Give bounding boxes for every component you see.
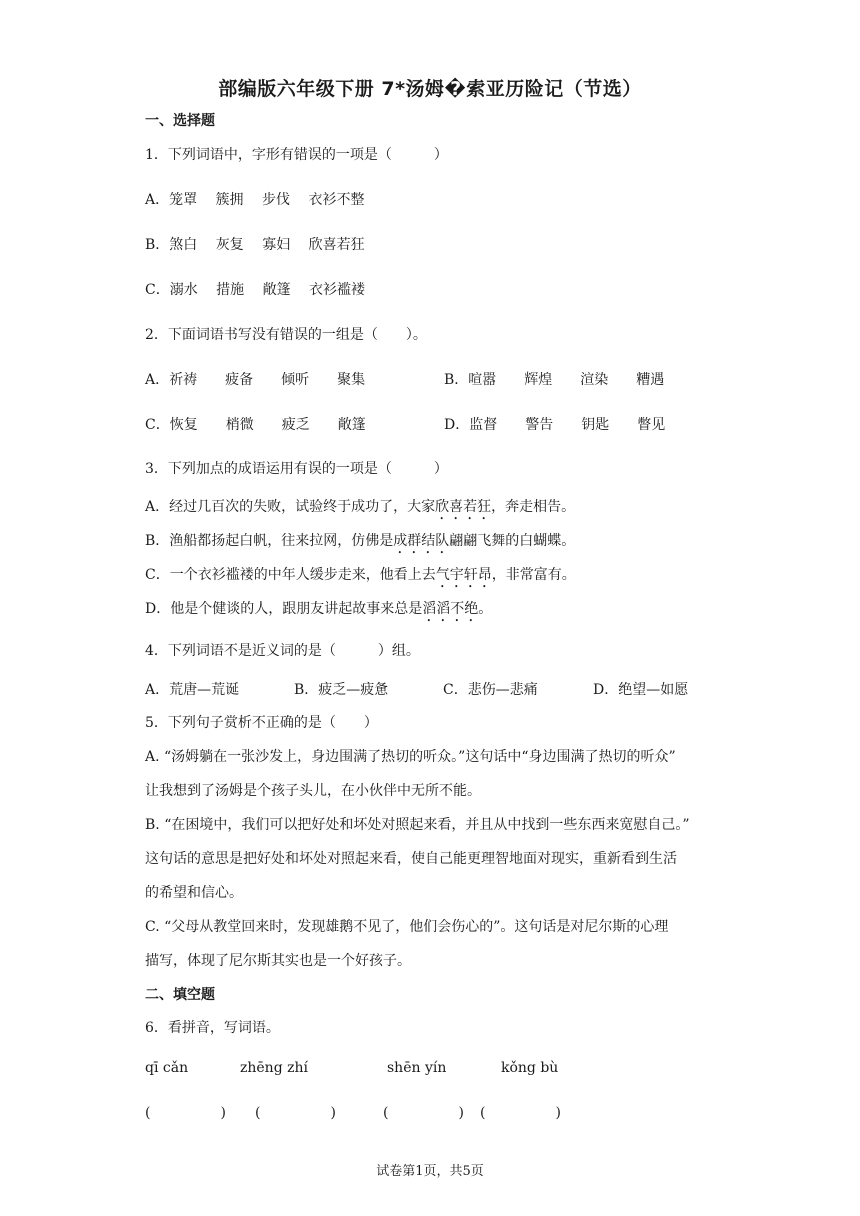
question-2-option-d: D．监督 警告 钥匙 瞥见 [444,417,666,433]
section-heading-fill-in: 二、填空题 [145,987,215,1003]
pinyin-label: zhēng zhí [240,1060,308,1076]
answer-blank[interactable]: ( ) [480,1105,561,1121]
option-text: D．他是个健谈的人，跟朋友讲起故事来总是 [145,601,423,617]
question-3-option-d [145,599,492,625]
question-4-option-b: B．疲乏—疲惫 [294,682,389,698]
question-5-stem: 5．下列句子赏析不正确的是（ ） [145,715,378,731]
page-footer: 试卷第1页，共5页 [376,1164,484,1179]
pinyin-label: kǒng bù [501,1060,559,1076]
question-5-option-c-line-1: C. “父母从教堂回来时，发现雄鹅不见了，他们会伤心的”。这句话是对尼尔斯的心理 [145,919,669,935]
question-3-stem: 3．下列加点的成语运用有误的一项是（ ） [145,461,448,477]
option-text: 。 [478,601,493,617]
question-1-option-c: C．溺水 措施 敞篷 衣衫褴褛 [145,282,366,298]
dotted-idiom: 气宇轩昂 [435,567,492,583]
question-5-option-b-line-1: B. “在困境中，我们可以把好处和坏处对照起来看，并且从中找到一些东西来宽慰自己。” [145,817,690,833]
pinyin-label: qī cǎn [145,1060,189,1076]
page-title: 部编版六年级下册 7*汤姆�索亚历险记（节选） [218,78,642,100]
dotted-idiom: 欣喜若狂 [435,499,492,515]
pinyin-label: shēn yín [387,1060,447,1076]
question-4-option-c: C．悲伤—悲痛 [443,682,538,698]
dotted-idiom: 成群结队 [393,533,450,549]
question-5-option-a-line-2: 让我想到了汤姆是个孩子头儿，在小伙伴中无所不能。 [145,783,481,799]
question-3-option-c [145,565,576,591]
question-1-option-a: A．笼罩 簇拥 步伐 衣衫不整 [145,192,365,208]
option-text: B．渔船都扬起白帆，往来拉网，仿佛是 [145,533,394,549]
question-2-stem: 2．下面词语书写没有错误的一组是（ ）。 [145,327,427,343]
question-3-option-a [145,497,575,523]
dotted-idiom: 滔滔不绝 [422,601,479,617]
question-3-option-b [145,531,575,557]
question-4-stem: 4．下列词语不是近义词的是（ ）组。 [145,643,420,659]
answer-blank[interactable]: ( ) [145,1105,226,1121]
question-4-option-a: A．荒唐—荒诞 [145,682,240,698]
question-5-option-b-line-3: 的希望和信心。 [145,885,243,901]
section-heading-choice: 一、选择题 [145,113,215,129]
answer-blank[interactable]: ( ) [255,1105,336,1121]
question-2-option-b: B．喧嚣 辉煌 渲染 糟遇 [444,372,665,388]
question-2-option-a: A．祈祷 疲备 倾听 聚集 [145,372,366,388]
question-5-option-c-line-2: 描写，体现了尼尔斯其实也是一个好孩子。 [145,953,411,969]
question-2-option-c: C．恢复 梢微 疲乏 敞篷 [145,417,366,433]
question-6-stem: 6．看拼音，写词语。 [145,1020,280,1036]
option-text: C．一个衣衫褴褛的中年人缓步走来，他看上去 [145,567,436,583]
option-text: ，非常富有。 [491,567,576,583]
question-4-option-d: D．绝望—如愿 [593,682,689,698]
answer-blank[interactable]: ( ) [383,1105,464,1121]
question-1-stem: 1．下列词语中，字形有错误的一项是（ ） [145,147,448,163]
option-text: ，奔走相告。 [491,499,576,515]
question-5-option-b-line-2: 这句话的意思是把好处和坏处对照起来看，使自己能更理智地面对现实，重新看到生活 [145,851,677,867]
question-1-option-b: B．煞白 灰复 寡妇 欣喜若狂 [145,237,365,253]
option-text: A．经过几百次的失败，试验终于成功了，大家 [145,499,436,515]
option-text: 翩翩飞舞的白蝴蝶。 [449,533,576,549]
question-5-option-a-line-1: A. “汤姆躺在一张沙发上，身边围满了热切的听众。”这句话中“身边围满了热切的听众” [145,749,676,765]
